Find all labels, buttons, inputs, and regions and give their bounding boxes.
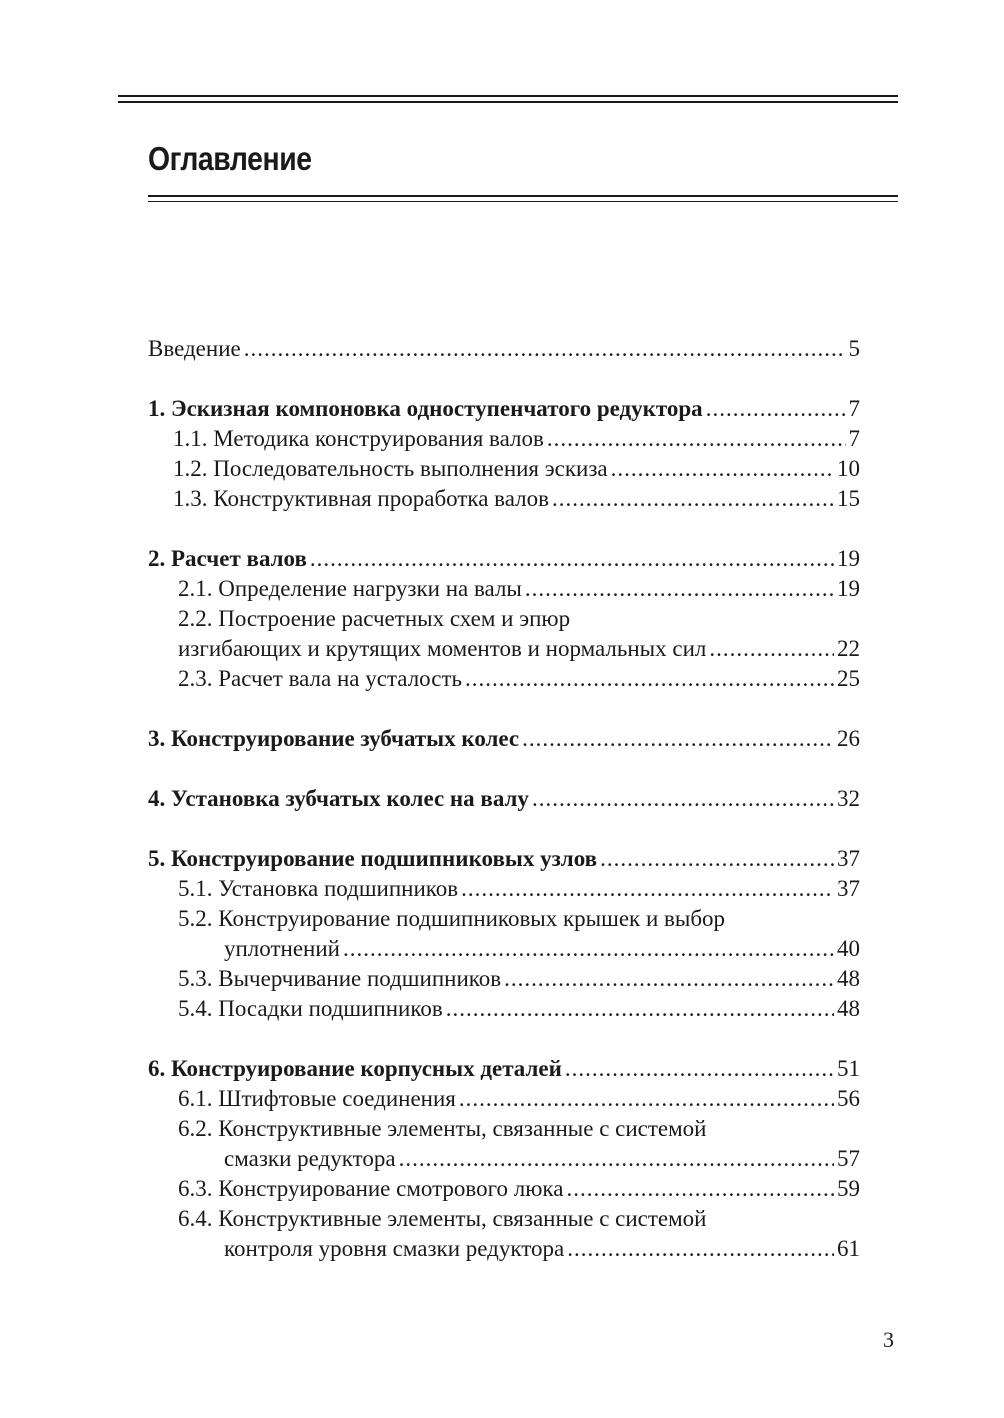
toc-section-5-2-continued[interactable]: уплотнений ..... 40 — [148, 934, 860, 964]
page-title: Оглавление — [148, 140, 312, 177]
toc-section-5-4[interactable]: 5.4. Посадки подшипников ..... 48 — [148, 994, 860, 1024]
toc-section-2-1[interactable]: 2.1. Определение нагрузки на валы ..... 19 — [148, 574, 860, 604]
toc-chapter-4[interactable]: 4. Установка зубчатых колес на валу ..... 32 — [148, 784, 860, 814]
page-number: 3 — [883, 1327, 894, 1352]
toc-section-1-2[interactable]: 1.2. Последовательность выполнения эскиза ..... 10 — [148, 454, 860, 484]
toc-section-2-3[interactable]: 2.3. Расчет вала на усталость ..... 25 — [148, 664, 860, 694]
toc-section-6-2-continued[interactable]: смазки редуктора ..... 57 — [148, 1144, 860, 1174]
toc-section-2-2[interactable]: 2.2. Построение расчетных схем и эпюр — [178, 606, 571, 631]
toc-section-5-3[interactable]: 5.3. Вычерчивание подшипников ..... 48 — [148, 964, 860, 994]
table-of-contents — [148, 334, 860, 1264]
toc-chapter-3[interactable]: 3. Конструирование зубчатых колес ..... 26 — [148, 724, 860, 754]
toc-section-2-2-continued[interactable]: изгибающих и крутящих моментов и нормальных сил ..... 22 — [148, 634, 860, 664]
toc-chapter-1[interactable]: 1. Эскизная компоновка одноступенчатого редуктора ..... 7 — [148, 394, 860, 424]
title-double-rule — [148, 195, 898, 202]
top-double-rule — [118, 95, 898, 103]
toc-entry-intro[interactable]: Введение ..... 5 — [148, 334, 860, 364]
toc-section-6-2[interactable]: 6.2. Конструктивные элементы, связанные с системой — [178, 1116, 707, 1141]
toc-chapter-2[interactable]: 2. Расчет валов ..... 19 — [148, 544, 860, 574]
toc-section-6-4-continued[interactable]: контроля уровня смазки редуктора ..... 61 — [148, 1234, 860, 1264]
toc-section-6-4[interactable]: 6.4. Конструктивные элементы, связанные с системой — [178, 1206, 707, 1231]
toc-section-1-1[interactable]: 1.1. Методика конструирования валов ..... 7 — [148, 424, 860, 454]
toc-section-6-1[interactable]: 6.1. Штифтовые соединения ..... 56 — [148, 1084, 860, 1114]
toc-section-5-2[interactable]: 5.2. Конструирование подшипниковых крышек и выбор — [178, 906, 726, 931]
toc-section-6-3[interactable]: 6.3. Конструирование смотрового люка ..... 59 — [148, 1174, 860, 1204]
toc-chapter-5[interactable]: 5. Конструирование подшипниковых узлов ..... 37 — [148, 844, 860, 874]
toc-section-5-1[interactable]: 5.1. Установка подшипников ..... 37 — [148, 874, 860, 904]
toc-chapter-6[interactable]: 6. Конструирование корпусных деталей ..... 51 — [148, 1054, 860, 1084]
toc-section-1-3[interactable]: 1.3. Конструктивная проработка валов ..... 15 — [148, 484, 860, 514]
